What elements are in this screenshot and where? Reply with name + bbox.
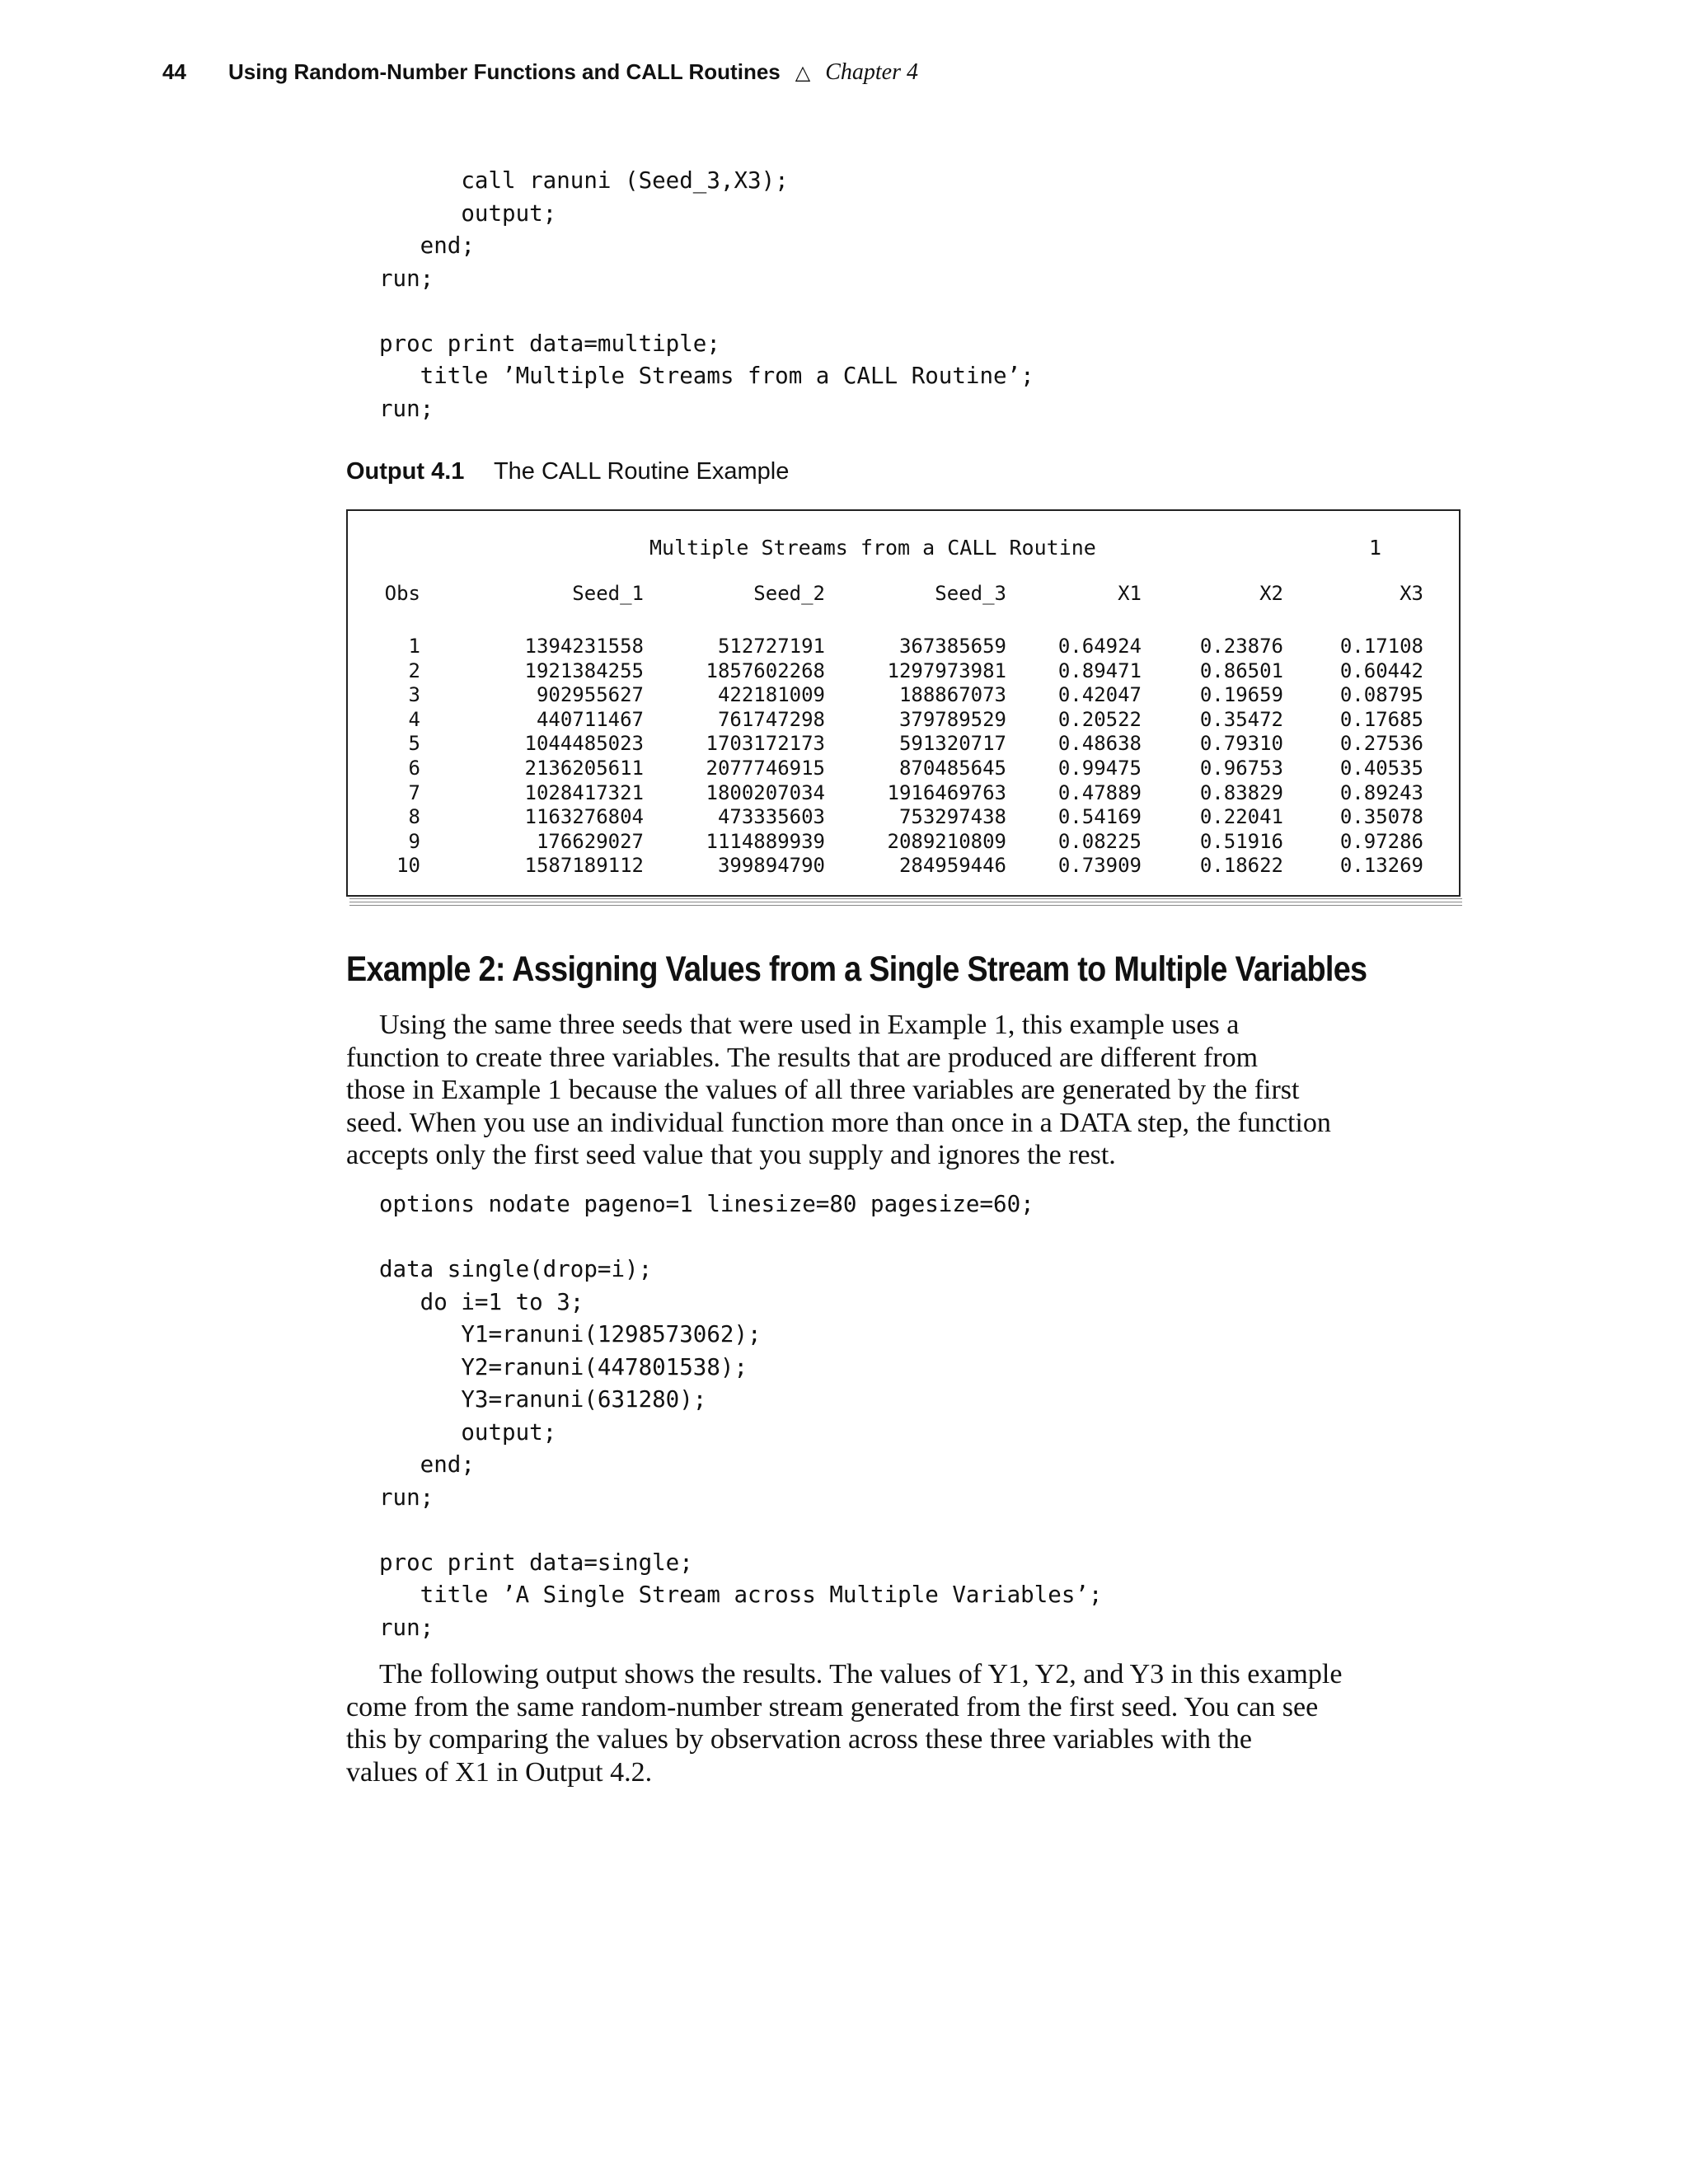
table-cell: 753297438 (898, 805, 1006, 829)
table-cell: 1394231558 (524, 635, 644, 658)
table-cell: 1 (408, 635, 420, 658)
table-cell: 0.51916 (1199, 829, 1283, 853)
table-row (348, 615, 1451, 659)
table-cell: 0.40535 (1339, 756, 1423, 780)
table-cell: 0.17108 (1339, 635, 1423, 658)
table-cell: 0.22041 (1199, 805, 1283, 829)
table-cell: 2077746915 (706, 756, 825, 780)
column-header-seed2: Seed_2 (753, 582, 825, 605)
paragraph-line: function to create three variables. The results that are produced are different from (346, 1042, 1259, 1073)
column-header-x3: X3 (1400, 582, 1423, 605)
output-caption (346, 458, 789, 485)
table-cell: 4 (408, 707, 420, 731)
table-cell: 10 (396, 854, 420, 878)
output-table-body (348, 615, 1451, 879)
table-cell: 473335603 (717, 805, 825, 829)
table-cell: 284959446 (898, 854, 1006, 878)
paragraph-line: values of X1 in Output 4.2. (346, 1756, 653, 1788)
running-head-title: Using Random-Number Functions and CALL Routines (228, 59, 781, 84)
column-header-obs: Obs (384, 582, 420, 605)
table-cell: 0.60442 (1339, 658, 1423, 682)
table-cell: 422181009 (717, 683, 825, 707)
output-table (348, 582, 1451, 879)
paragraph-line: this by comparing the values by observation across these three variables with the (346, 1724, 1253, 1755)
table-cell: 0.73909 (1057, 854, 1142, 878)
code-block-single-stream: options nodate pageno=1 linesize=80 pagesize=60; data single(drop=i); do i=1 to 3; Y1=ranuni(1298573062); Y2=ranuni(447801538); Y3=ranuni(631280); output; end; run; proc print data=single; title ’A Single Stream across Multiple Variables’; run; (379, 1191, 1103, 1641)
paragraph-line: seed. When you use an individual function more than once in a DATA step, the function (346, 1107, 1331, 1138)
page-number: 44 (162, 59, 186, 84)
output-caption-text: The CALL Routine Example (493, 458, 790, 485)
code-block-call-routine: call ranuni (Seed_3,X3); output; end; run; proc print data=multiple; title ’Multiple Streams from a CALL Routine’; run; (379, 167, 1034, 422)
output-shadow-line (349, 905, 1462, 906)
running-head (162, 59, 918, 86)
table-cell: 1114889939 (706, 829, 825, 853)
chapter-label: Chapter 4 (825, 59, 918, 85)
table-cell: 6 (408, 756, 420, 780)
table-cell: 188867073 (898, 683, 1006, 707)
output-caption-number: Output 4.1 (346, 458, 465, 485)
column-header-x2: X2 (1259, 582, 1283, 605)
column-header-x1: X1 (1118, 582, 1142, 605)
column-header-seed1: Seed_1 (572, 582, 644, 605)
table-cell: 0.89471 (1057, 658, 1142, 682)
table-cell: 0.17685 (1339, 707, 1423, 731)
table-row (348, 757, 1451, 781)
table-cell: 0.96753 (1199, 756, 1283, 780)
table-cell: 1044485023 (524, 732, 644, 756)
table-row (348, 708, 1451, 733)
paragraph-line: come from the same random-number stream generated from the first seed. You can see (346, 1691, 1319, 1722)
paragraph-line: The following output shows the results. The values of Y1, Y2, and Y3 in this example (379, 1659, 1343, 1690)
table-cell: 0.54169 (1057, 805, 1142, 829)
section-heading: Example 2: Assigning Values from a Single Stream to Multiple Variables (346, 949, 1367, 989)
table-row (348, 805, 1451, 830)
table-cell: 399894790 (717, 854, 825, 878)
table-cell: 0.13269 (1339, 854, 1423, 878)
table-cell: 0.08795 (1339, 683, 1423, 707)
output-page-number: 1 (1368, 536, 1381, 560)
table-cell: 9 (408, 829, 420, 853)
table-row (348, 683, 1451, 708)
table-cell: 2089210809 (887, 829, 1006, 853)
table-row (348, 732, 1451, 757)
table-cell: 0.42047 (1057, 683, 1142, 707)
table-cell: 0.47889 (1057, 780, 1142, 804)
paragraph-line: accepts only the first seed value that you supply and ignores the rest. (346, 1140, 1116, 1170)
table-row (348, 659, 1451, 684)
table-cell: 0.08225 (1057, 829, 1142, 853)
paragraph-example2-intro (346, 1009, 1475, 1172)
table-row (348, 781, 1451, 806)
table-cell: 0.48638 (1057, 732, 1142, 756)
paragraph-line: those in Example 1 because the values of all three variables are generated by the first (346, 1075, 1300, 1105)
output-shadow-line (349, 898, 1462, 899)
table-row (348, 854, 1451, 879)
table-cell: 1163276804 (524, 805, 644, 829)
table-cell: 0.20522 (1057, 707, 1142, 731)
table-cell: 512727191 (717, 635, 825, 658)
table-cell: 1028417321 (524, 780, 644, 804)
table-cell: 0.83829 (1199, 780, 1283, 804)
table-cell: 0.19659 (1199, 683, 1283, 707)
table-cell: 0.35472 (1199, 707, 1283, 731)
table-cell: 7 (408, 780, 420, 804)
table-cell: 0.27536 (1339, 732, 1423, 756)
table-cell: 1587189112 (524, 854, 644, 878)
output-title: Multiple Streams from a CALL Routine (649, 536, 1096, 560)
table-cell: 1800207034 (706, 780, 825, 804)
table-cell: 5 (408, 732, 420, 756)
paragraph-output-explanation (346, 1658, 1475, 1788)
table-cell: 761747298 (717, 707, 825, 731)
output-header-row (348, 582, 1451, 615)
table-cell: 0.99475 (1057, 756, 1142, 780)
table-cell: 1916469763 (887, 780, 1006, 804)
output-box (346, 509, 1461, 897)
table-cell: 440711467 (536, 707, 644, 731)
column-header-seed3: Seed_3 (935, 582, 1006, 605)
table-cell: 176629027 (536, 829, 644, 853)
table-cell: 870485645 (898, 756, 1006, 780)
table-cell: 1921384255 (524, 658, 644, 682)
table-cell: 1297973981 (887, 658, 1006, 682)
table-row (348, 830, 1451, 855)
table-cell: 0.18622 (1199, 854, 1283, 878)
table-cell: 0.23876 (1199, 635, 1283, 658)
table-cell: 0.64924 (1057, 635, 1142, 658)
table-cell: 367385659 (898, 635, 1006, 658)
paragraph-line: Using the same three seeds that were used in Example 1, this example uses a (379, 1010, 1240, 1040)
table-cell: 1703172173 (706, 732, 825, 756)
table-cell: 0.89243 (1339, 780, 1423, 804)
triangle-icon: △ (795, 62, 811, 84)
table-cell: 379789529 (898, 707, 1006, 731)
table-cell: 8 (408, 805, 420, 829)
table-cell: 0.35078 (1339, 805, 1423, 829)
table-cell: 2136205611 (524, 756, 644, 780)
table-cell: 902955627 (536, 683, 644, 707)
table-cell: 1857602268 (706, 658, 825, 682)
table-cell: 0.79310 (1199, 732, 1283, 756)
table-cell: 591320717 (898, 732, 1006, 756)
table-cell: 0.86501 (1199, 658, 1283, 682)
table-cell: 0.97286 (1339, 829, 1423, 853)
table-cell: 3 (408, 683, 420, 707)
table-cell: 2 (408, 658, 420, 682)
